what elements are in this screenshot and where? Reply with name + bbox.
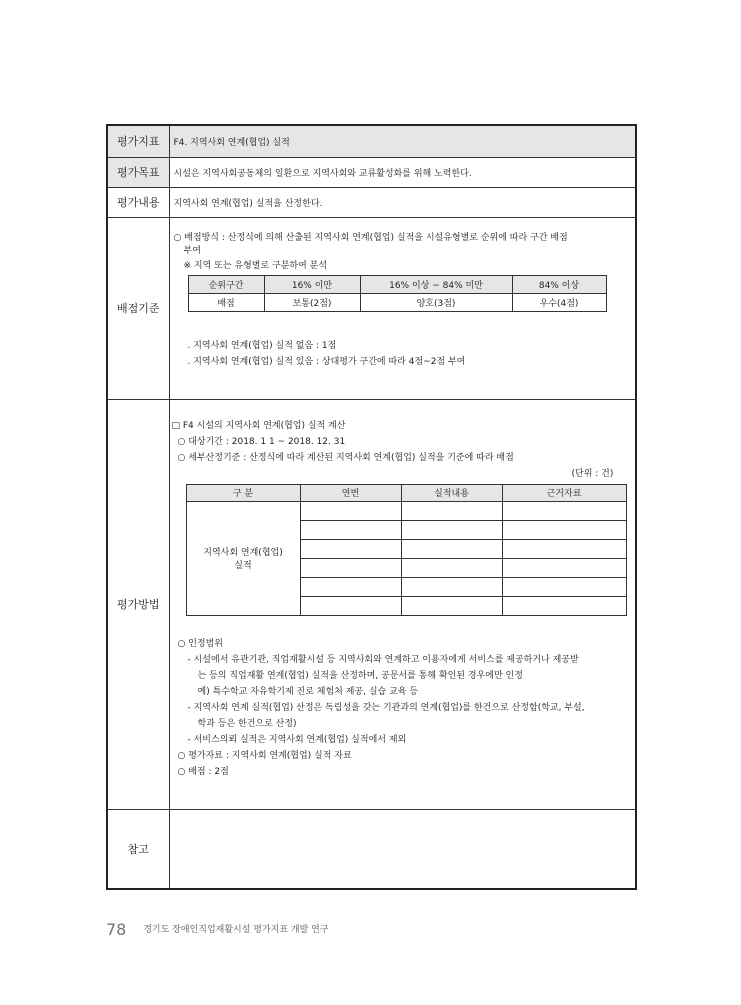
- record-cell: [401, 501, 502, 520]
- record-cell: [502, 501, 626, 520]
- method-score: ○ 배점 : 2점: [177, 766, 229, 777]
- record-row-label: [186, 501, 300, 615]
- method-unit: (단위 : 건): [571, 468, 614, 479]
- score-header-cell: 16% 이만: [264, 275, 360, 293]
- record-cell: [401, 558, 502, 577]
- scope-line1: - 시설에서 유관기관, 직업재활시설 등 지역사회와 연계하고 이용자에게 서비스를 제공하거나 제공받: [187, 654, 579, 665]
- content-label: 평가내용: [107, 187, 169, 217]
- score-header-cell: 84% 이상: [512, 275, 606, 293]
- criteria-line2: 부여: [183, 245, 201, 256]
- record-header-cell: 실적내용: [401, 484, 502, 501]
- scope-line3: - 서비스의뢰 실적은 지역사회 연계(협업) 실적에서 제외: [187, 734, 407, 745]
- criteria-note2: . 지역사회 연계(협업) 실적 있음 : 상대평가 구간에 따라 4점~2점 부여: [187, 356, 466, 367]
- criteria-score-table: [188, 275, 607, 312]
- record-table: [186, 484, 627, 616]
- criteria-note1: . 지역사회 연계(협업) 실적 없음 : 1점: [187, 340, 337, 351]
- record-row-label-line2: 실적: [234, 561, 252, 571]
- method-period: ○ 대상기간 : 2018. 1 1 ~ 2018. 12. 31: [177, 436, 346, 447]
- ref-cell: [169, 809, 636, 889]
- criteria-label: 배점기준: [107, 217, 169, 399]
- record-row-label-line1: 지역사회 연계(협업): [203, 548, 283, 558]
- goal-value: 시설은 지역사회공동체의 일환으로 지역사회와 교류활성화를 위해 노력한다.: [169, 157, 636, 187]
- record-cell: [502, 539, 626, 558]
- scope-line1c: 예) 특수학교 자유학기제 진로 체험처 제공, 실습 교육 등: [197, 686, 419, 697]
- scope-title: ○ 인정범위: [177, 638, 223, 649]
- record-cell: [502, 577, 626, 596]
- record-header-cell: 근거자료: [502, 484, 626, 501]
- record-cell: [502, 596, 626, 615]
- record-header-cell: 구 분: [186, 484, 300, 501]
- content-value: 지역사회 연계(협업) 실적을 산정한다.: [169, 187, 636, 217]
- method-data: ○ 평가자료 : 지역사회 연계(협업) 실적 자료: [177, 750, 352, 761]
- page-footer: [106, 920, 329, 939]
- method-cell: [169, 399, 636, 809]
- scope-line2b: 학과 등은 한건으로 산정): [197, 718, 297, 729]
- score-cell: 양호(3점): [360, 293, 512, 311]
- record-cell: [502, 558, 626, 577]
- record-cell: [401, 539, 502, 558]
- record-cell: [300, 539, 401, 558]
- score-cell: 보통(2점): [264, 293, 360, 311]
- ref-label: 참고: [107, 809, 169, 889]
- record-header-cell: 연번: [300, 484, 401, 501]
- indicator-value: F4. 지역사회 연계(협업) 실적: [169, 125, 636, 157]
- footer-title: 경기도 장애인직업재활시설 평가지표 개발 연구: [143, 925, 329, 935]
- scope-line1b: 는 등의 직업재활 연계(협업) 실적을 산정하며, 공문서를 통해 확인된 경우에만 인정: [197, 670, 523, 681]
- record-cell: [401, 577, 502, 596]
- evaluation-table: [106, 124, 637, 890]
- criteria-line1: ○ 배점방식 : 산정식에 의해 산출된 지역사회 연계(협업) 실적을 시설유형별로 순위에 따라 구간 배점: [173, 232, 568, 243]
- record-cell: [502, 520, 626, 539]
- scope-line2: - 지역사회 연계 실적(협업) 산정은 독립성을 갖는 기관과의 연계(협업)를 한건으로 산정함(학교, 부설,: [187, 702, 585, 713]
- score-header-cell: 16% 이상 ~ 84% 미만: [360, 275, 512, 293]
- method-detail: ○ 세부산정기준 : 산정식에 따라 계산된 지역사회 연계(협업) 실적을 기준에 따라 배점: [177, 452, 514, 463]
- method-label: 평가방법: [107, 399, 169, 809]
- page-number: 78: [106, 920, 127, 939]
- record-cell: [300, 558, 401, 577]
- record-cell: [300, 596, 401, 615]
- record-cell: [401, 596, 502, 615]
- criteria-cell: [169, 217, 636, 399]
- record-cell: [300, 501, 401, 520]
- record-cell: [300, 520, 401, 539]
- method-title: □ F4 시설의 지역사회 연계(협업) 실적 계산: [171, 420, 346, 431]
- goal-label: 평가목표: [107, 157, 169, 187]
- record-cell: [300, 577, 401, 596]
- record-cell: [401, 520, 502, 539]
- criteria-note-title: ※ 지역 또는 유형별로 구분하여 분석: [183, 260, 328, 271]
- score-header-cell: 순위구간: [188, 275, 264, 293]
- indicator-label: 평가지표: [107, 125, 169, 157]
- score-cell: 우수(4점): [512, 293, 606, 311]
- score-cell: 배점: [188, 293, 264, 311]
